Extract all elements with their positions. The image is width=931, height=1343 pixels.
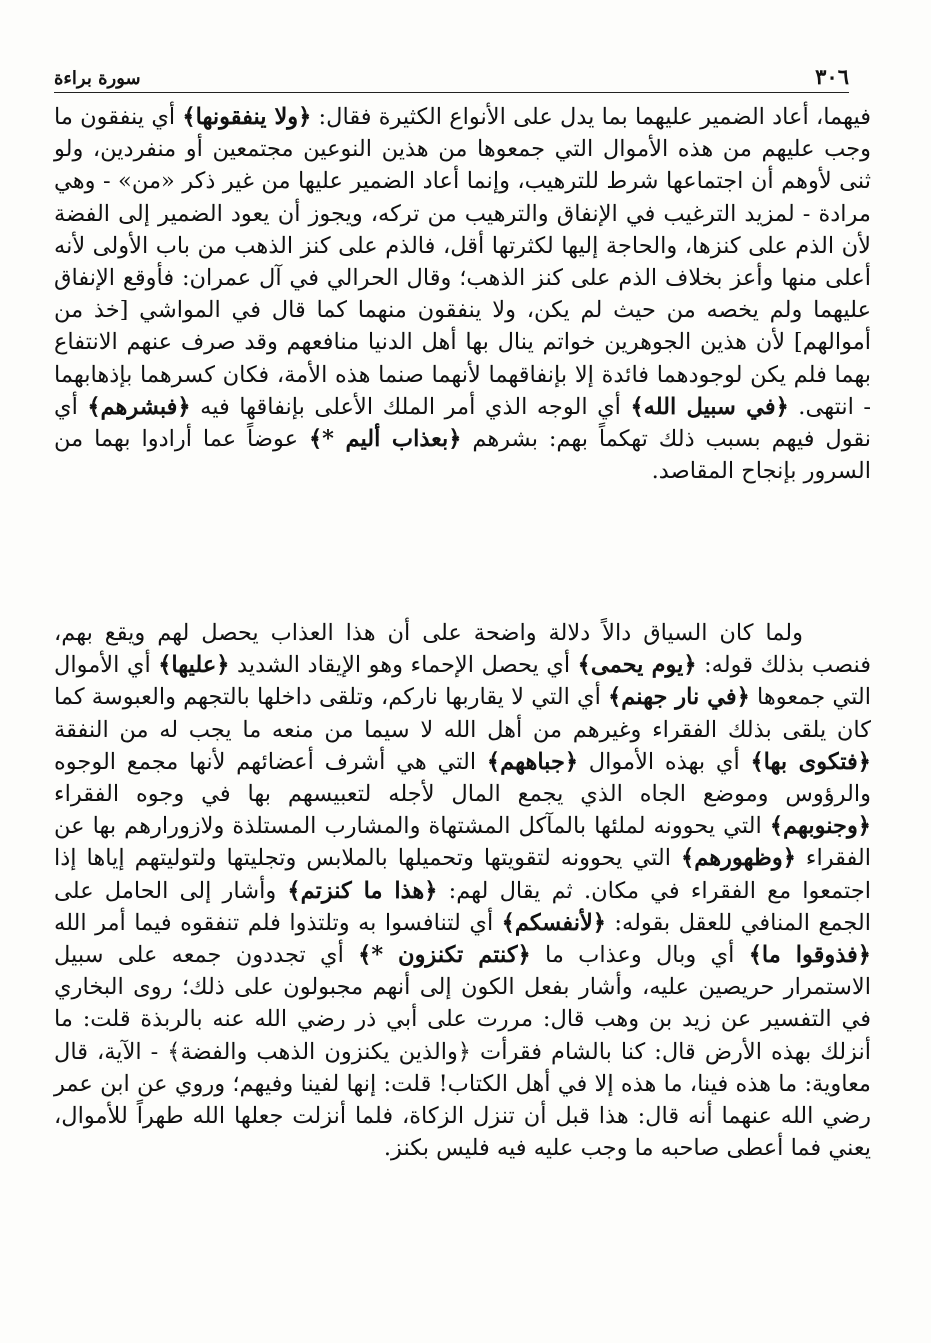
text-span: أي الأموال التي جمعوها	[54, 652, 871, 711]
text-span: أي التي لا يقاربها ناركم، وتلقى داخلها بالتجهم والعبوسة كما كان يلقى بذلك الفقراء وغيرهم من أهل الله لا سيما من منعه ما يجب له من النفقة	[54, 684, 871, 743]
text-span: أي الوجه الذي أمر الملك الأعلى بإنفاقها فيه	[190, 393, 631, 420]
quran-quote: ﴿في نار جهنم﴾	[608, 684, 750, 711]
quran-quote: ﴿عليها﴾	[158, 652, 230, 679]
text-span: أي وبال وعذاب ما	[530, 942, 749, 969]
quran-quote: ﴿ولا ينفقونها﴾	[182, 104, 312, 130]
quran-quote: ﴿لأنفسكم﴾	[501, 909, 606, 936]
paragraph-1	[54, 101, 871, 487]
text-span: أي ينفقون ما وجب عليهم من هذه الأموال التي جمعوها من هذين النوعين مجتمعين أو منفردين، ولو ثنى لأوهم أن اجتماعها شرط للترهيب، وإنما أعاد الضمير عليها من غير ذكر «من» - وهي مرادة - لمزيد الترغيب في الإنفاق والترهيب من تركه، ويجوز أن يعود الضمير إلى الفضة لأن الذم على كنزها، والحاجة إليها لكثرتها أقل، فالذم على كنز الذهب من باب الأولى لأنه أعلى منها وأعز بخلاف الذم على كنز الذهب؛ وقال الحرالي في آل عمران: فأوقع الإنفاق عليهما ولم يخصه من حيث لم يكن، ولا ينفقون منهما كما قال في المواشي [خذ من أموالهم] لأن هذين الجوهرين خواتم ينال بها أهل الدنيا منافعهم وقد صرف عنهم الانتفاع بهما فلم يكن لوجودهما فائدة إلا بإنفاقهما لأنهما صنما هذه الأمة، فكان كسرهما بإذهابهما - انتهى.	[54, 104, 871, 420]
running-header	[54, 58, 849, 93]
text-span: أي بهذه الأموال	[578, 748, 751, 775]
text-span: ولما كان السياق دالاً دلالة واضحة على أن هذا العذاب يحصل لهم ويقع بهم، فنصب بذلك قوله:	[54, 620, 871, 679]
quran-quote: ﴿كنتم تكنزون *﴾	[358, 942, 531, 969]
quran-quote: ﴿هذا ما كنزتم﴾	[287, 877, 438, 904]
quran-quote: ﴿فبشرهم﴾	[87, 393, 191, 420]
text-span: أي يحصل الإحماء وهو الإيقاد الشديد	[229, 652, 578, 679]
text-span: وأشار إلى الحامل على الجمع المنافي للعقل بقوله:	[54, 877, 871, 936]
text-span: أي نقول فيهم بسبب ذلك تهكماً بهم: بشرهم	[54, 393, 871, 453]
quran-quote: ﴿فتكوى بها﴾	[750, 748, 871, 775]
text-span: فيهما، أعاد الضمير عليهما بما يدل على الأنواع الكثيرة فقال:	[311, 104, 871, 130]
quran-quote: ﴿وجنوبهم﴾	[769, 813, 871, 840]
text-span: التي يحوونه لملئها بالمآكل المشتهاة والمشارب المستلذة ولازورارهم بها عن الفقراء	[54, 813, 871, 872]
quran-quote: ﴿في سبيل الله﴾	[630, 393, 789, 420]
quran-quote: ﴿جباههم﴾	[486, 748, 579, 775]
text-span: أي لتنافسوا به وتلتذوا فلم تنفقوه فيما أمر الله	[54, 909, 502, 936]
text-span: عوضاً عما أرادوا بهما من السرور بإنجاح المقاصد.	[54, 426, 871, 485]
paragraph-2	[54, 617, 871, 1164]
text-span: أي تجددون جمعه على سبيل الاستمرار حريصين عليه، وأشار بفعل الكون إلى أنهم مجبولون على ذلك؛ روى البخاري في التفسير عن زيد بن وهب قال: مررت على أبي ذر رضي الله عنه بالربذة قلت: ما أنزلك بهذه الأرض قال: كنا بالشام فقرأت ﴿والذين يكنزون الذهب والفضة﴾ - الآية، قال معاوية: ما هذه فينا، ما هذه إلا في أهل الكتاب! قلت: إنها لفينا وفيهم؛ وروي عن ابن عمر رضي الله عنهما أنه قال: هذا قبل أن تنزل الزكاة، فلما أنزلت جعلها الله طهراً للأموال، يعني فما أعطى صاحبه ما وجب عليه فيه فليس بكنز.	[54, 942, 871, 1162]
text-span: التي هي أشرف أعضائهم لأنها مجمع الوجوه والرؤوس وموضع الجاه الذي يجمع المال لأجله لتعبيسهم بها في وجوه الفقراء	[54, 748, 871, 808]
quran-quote: ﴿فذوقوا ما﴾	[748, 942, 871, 969]
page-number: ٣٠٦	[815, 64, 849, 89]
text-span: التي يحوونه لتقويتها وتحميلها بالملابس وتجليتها ولتوليتهم إياها إذا اجتمعوا مع الفقراء في مكان. ثم يقال لهم:	[54, 845, 871, 904]
quran-quote: ﴿بعذاب أليم *﴾	[308, 426, 462, 453]
quran-quote: ﴿وظهورهم﴾	[681, 845, 796, 872]
surah-title: سورة براءة	[54, 68, 141, 89]
quran-quote: ﴿يوم يحمى﴾	[577, 652, 697, 679]
